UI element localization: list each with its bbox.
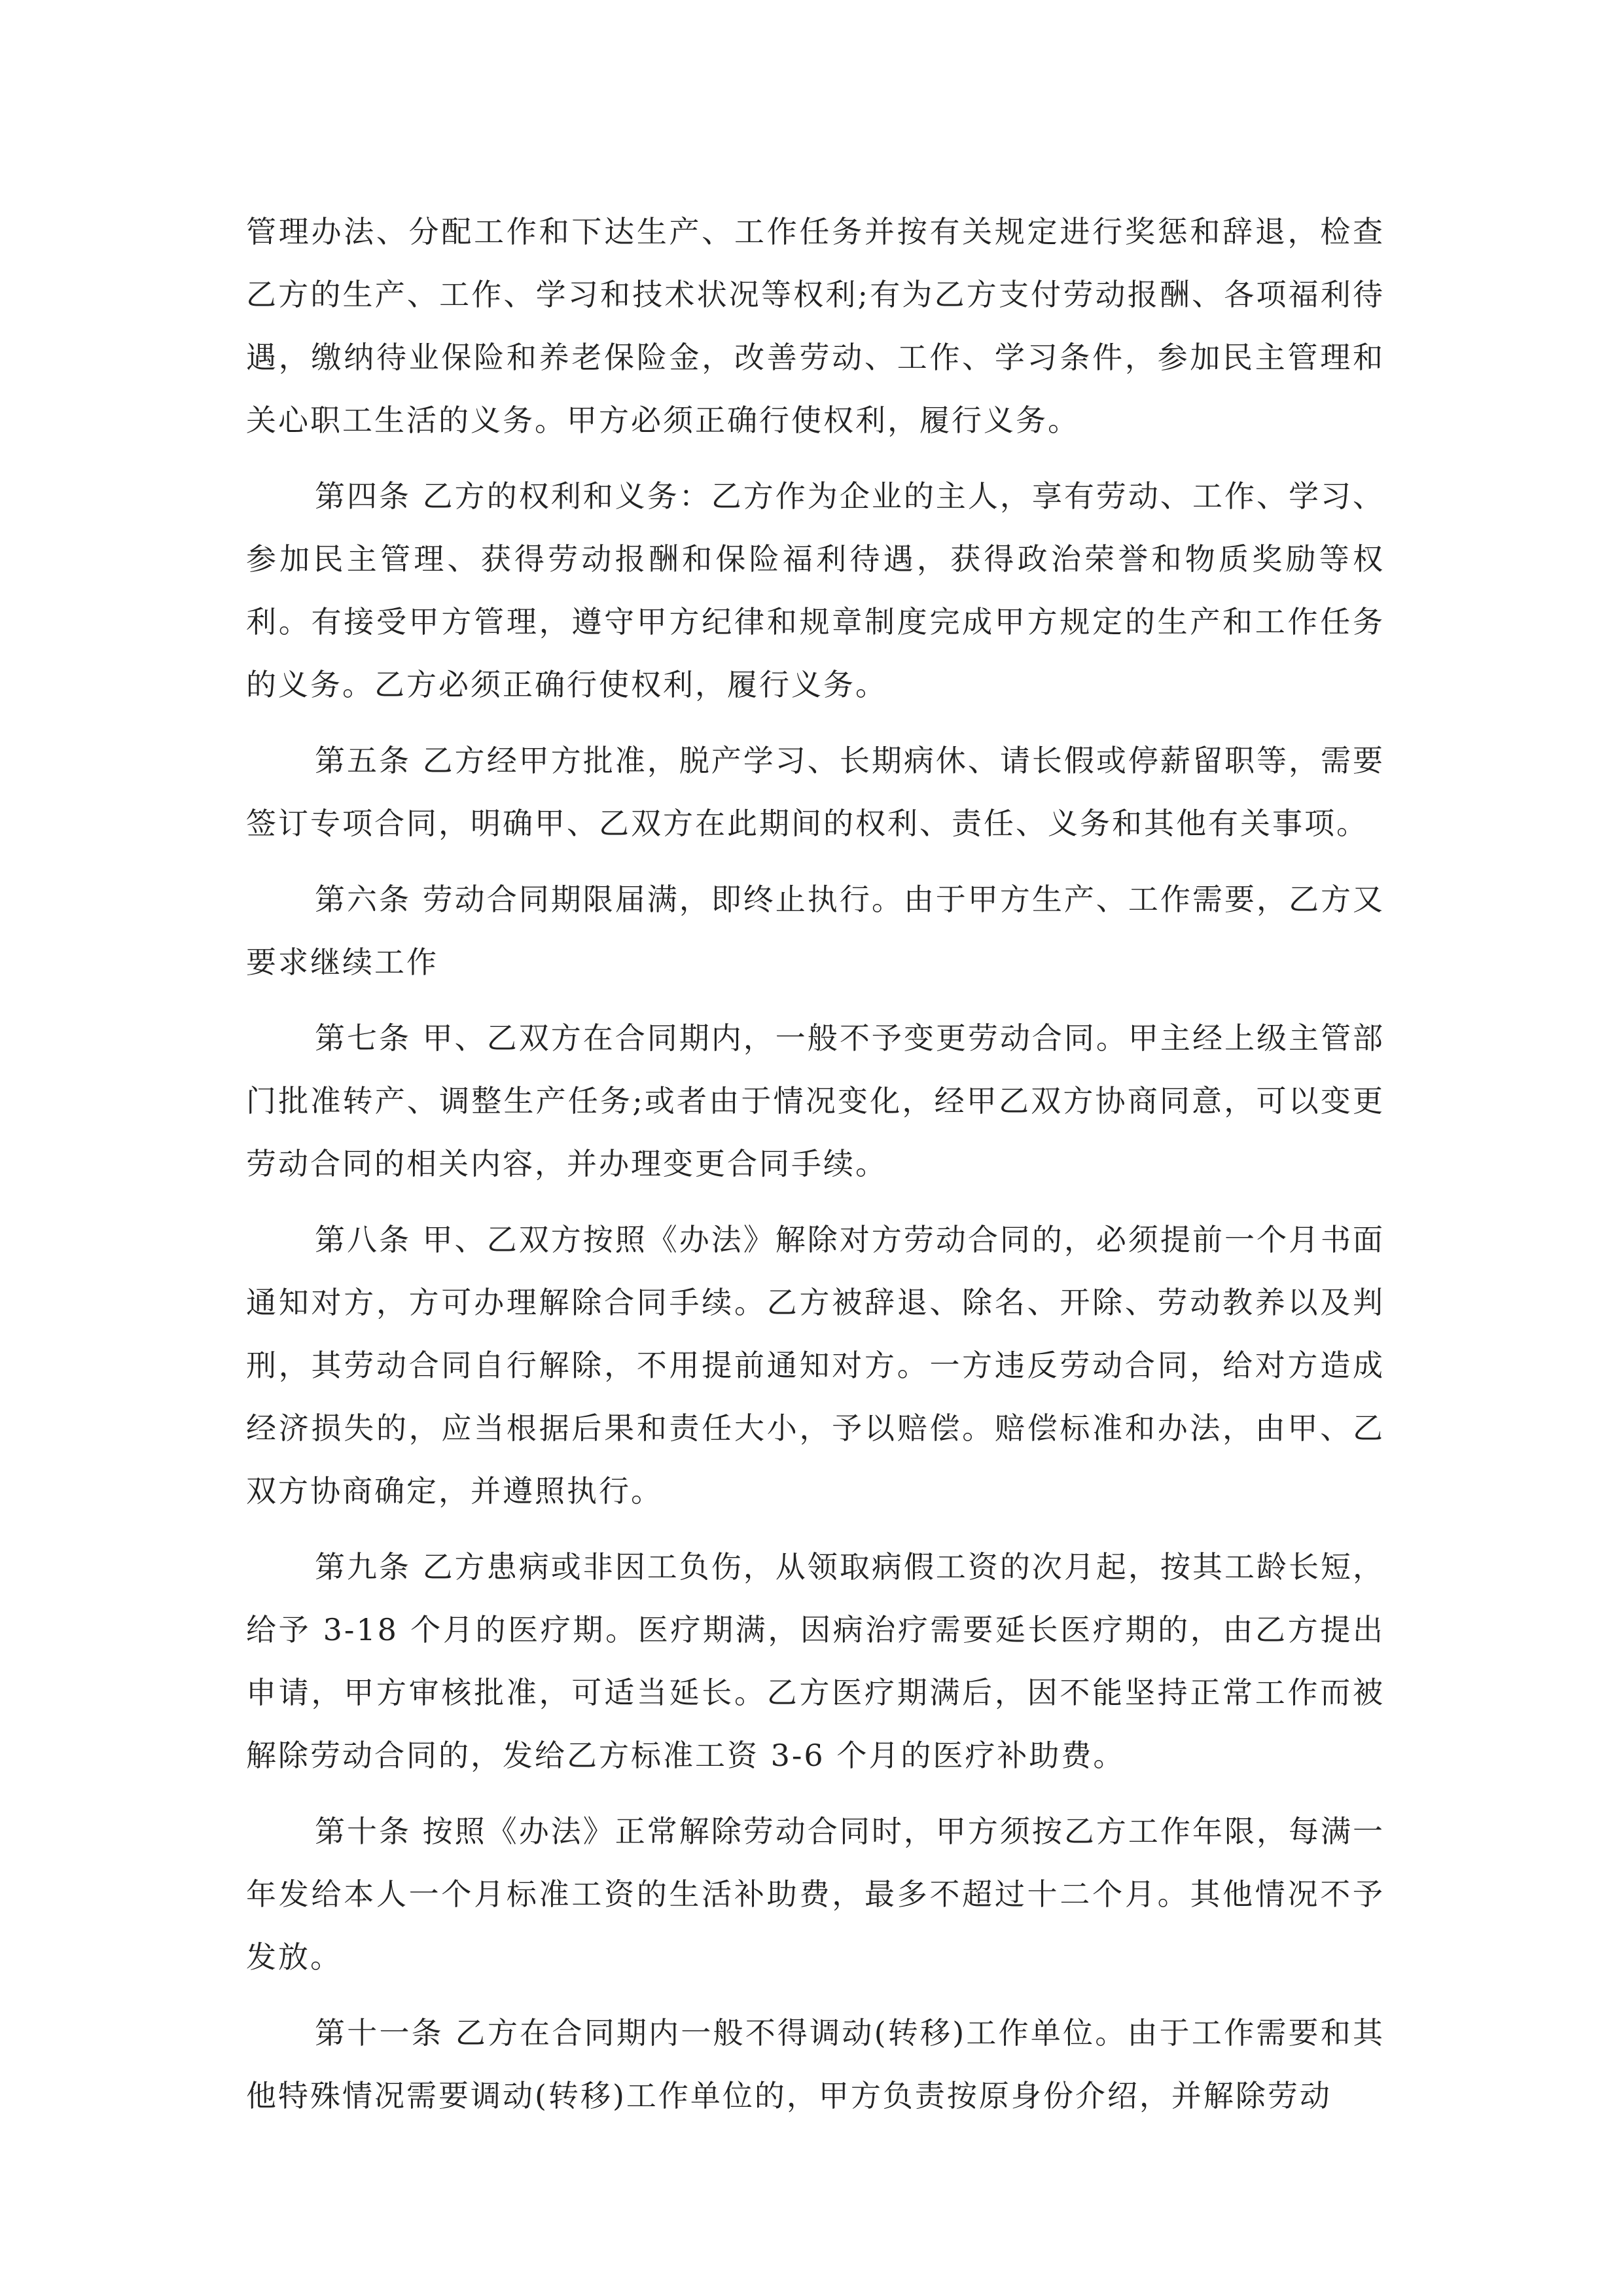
paragraph-article-7: 第七条 甲、乙双方在合同期内，一般不予变更劳动合同。甲主经上级主管部门批准转产、调整生产任务;或者由于情况变化，经甲乙双方协商同意，可以变更劳动合同的相关内容，并办理变更合同手续。 [246,1020,1385,1181]
paragraph-article-9: 第九条 乙方患病或非因工负伤，从领取病假工资的次月起，按其工龄长短，给予 3-18 个月的医疗期。医疗期满，因病治疗需要延长医疗期的，由乙方提出申请，甲方审核批准，可适当延长。乙方医疗期满后，因不能坚持正常工作而被解除劳动合同的，发给乙方标准工资 3-6 个月的医疗补助费。 [246,1549,1385,1773]
contract-body [246,200,1385,2140]
paragraph-continuation: 管理办法、分配工作和下达生产、工作任务并按有关规定进行奖惩和辞退，检查乙方的生产、工作、学习和技术状况等权利;有为乙方支付劳动报酬、各项福利待遇，缴纳待业保险和养老保险金，改善劳动、工作、学习条件，参加民主管理和关心职工生活的义务。甲方必须正确行使权利，履行义务。 [246,214,1385,438]
paragraph-article-6: 第六条 劳动合同期限届满，即终止执行。由于甲方生产、工作需要，乙方又要求继续工作 [246,882,1385,980]
paragraph-article-8: 第八条 甲、乙双方按照《办法》解除对方劳动合同的，必须提前一个月书面通知对方，方可办理解除合同手续。乙方被辞退、除名、开除、劳动教养以及判刑，其劳动合同自行解除，不用提前通知对方。一方违反劳动合同，给对方造成经济损失的，应当根据后果和责任大小，予以赔偿。赔偿标准和办法，由甲、乙双方协商确定，并遵照执行。 [246,1222,1385,1509]
paragraph-article-5: 第五条 乙方经甲方批准，脱产学习、长期病休、请长假或停薪留职等，需要签订专项合同，明确甲、乙双方在此期间的权利、责任、义务和其他有关事项。 [246,743,1385,841]
paragraph-article-10: 第十条 按照《办法》正常解除劳动合同时，甲方须按乙方工作年限，每满一年发给本人一个月标准工资的生活补助费，最多不超过十二个月。其他情况不予发放。 [246,1814,1385,1975]
paragraph-article-11: 第十一条 乙方在合同期内一般不得调动(转移)工作单位。由于工作需要和其他特殊情况需要调动(转移)工作单位的，甲方负责按原身份介绍，并解除劳动 [246,2015,1385,2113]
paragraph-article-4: 第四条 乙方的权利和义务：乙方作为企业的主人，享有劳动、工作、学习、参加民主管理、获得劳动报酬和保险福利待遇，获得政治荣誉和物质奖励等权利。有接受甲方管理，遵守甲方纪律和规章制度完成甲方规定的生产和工作任务的义务。乙方必须正确行使权利，履行义务。 [246,478,1385,702]
